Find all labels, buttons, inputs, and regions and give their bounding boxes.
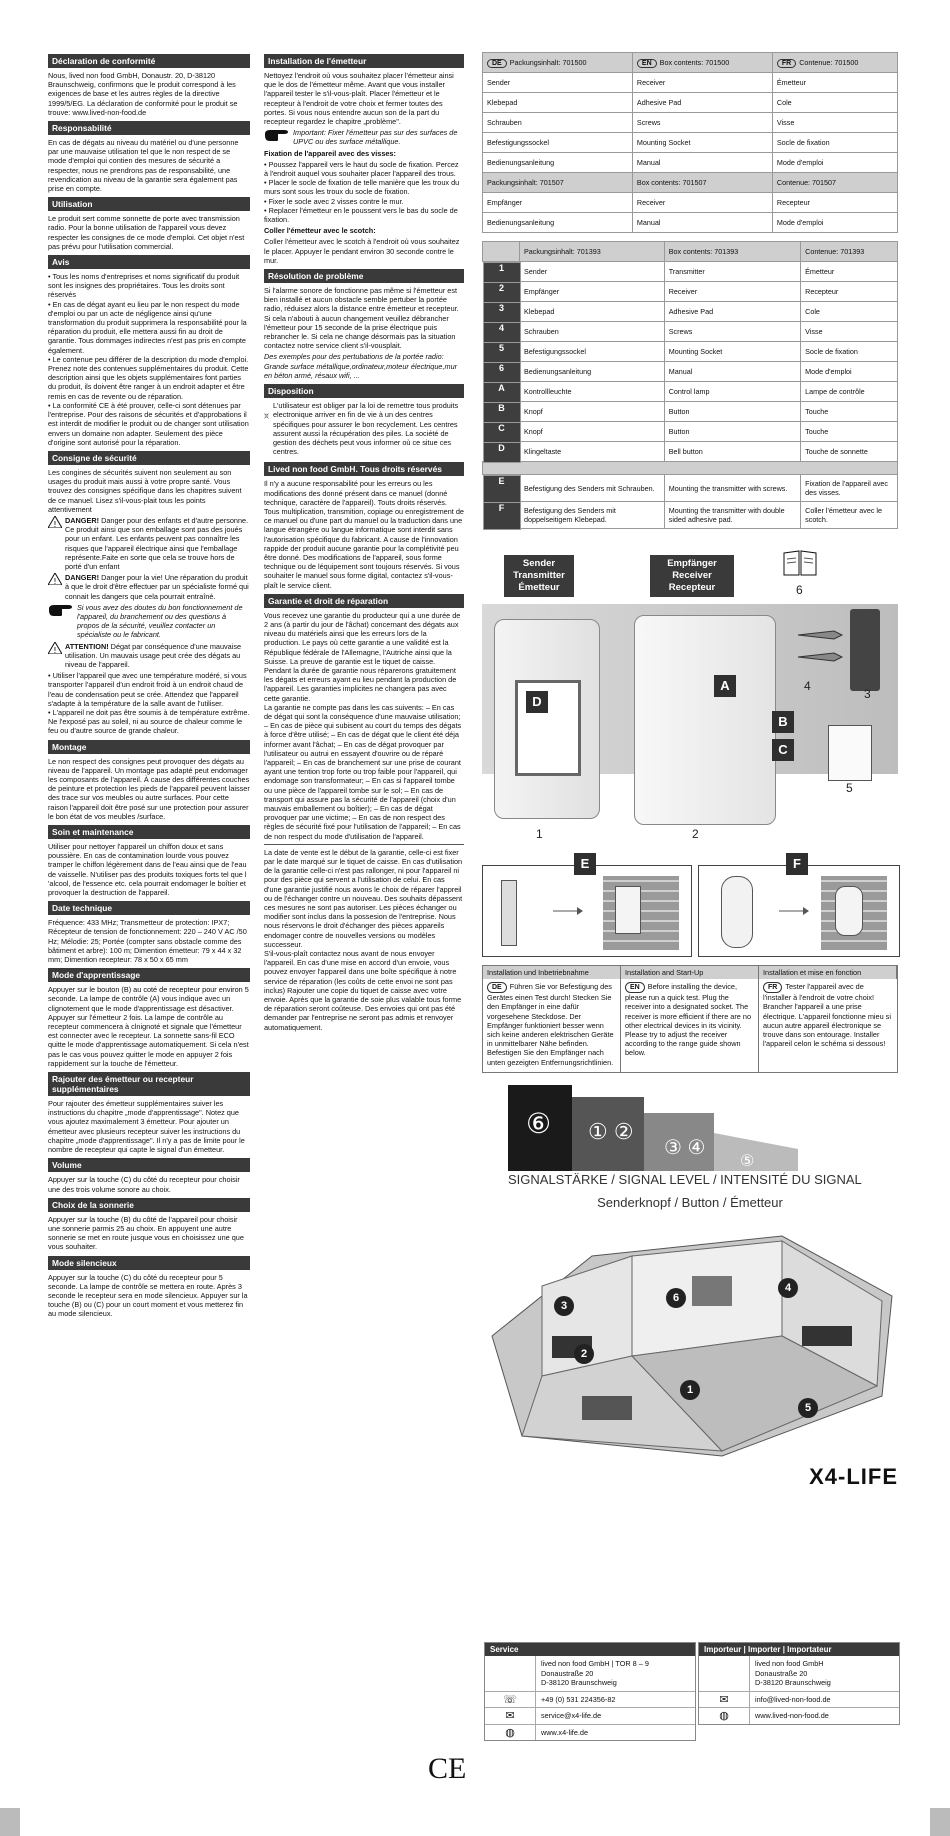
- note-block: [48, 603, 250, 642]
- section-title: Lived non food GmbH. Tous droits réservés: [264, 462, 464, 476]
- column-middle: [264, 50, 464, 1034]
- mounting-illustrations: [482, 853, 898, 957]
- row-number: C: [483, 422, 521, 443]
- signal-subtitle: Senderknopf / Button / Émetteur: [597, 1194, 783, 1210]
- table-cell: Receiver: [632, 73, 772, 93]
- row-number: 3: [483, 302, 521, 323]
- row-number: A: [483, 382, 521, 403]
- table-row: [483, 73, 898, 93]
- service-website[interactable]: www.x4-life.de: [541, 1727, 589, 1737]
- section-body: Fréquence: 433 MHz; Transmetteur de protection: IPX7; Récepteur de tension de fonctionnement: 220 – 240 V AC /50 Hz; Mélodie: 25; Portée (compter sans obstacle comme des bâtiment et arbre): 100 m; Dimention émetteur: 79 x 44 x 32 mm; Dimention recepteur: 78 x 50 x 65 mm: [48, 918, 247, 965]
- section-col1b-7: [48, 1256, 250, 1319]
- ce-mark: CE: [428, 1752, 467, 1785]
- section-title: Résolution de problème: [264, 269, 464, 283]
- signal-level-3-4: ③ ④: [664, 1136, 706, 1159]
- table-row: [483, 362, 898, 382]
- table-cell: Kontrollleuchte: [520, 382, 665, 402]
- part-number-4: 4: [804, 679, 811, 693]
- email-icon: ✉: [505, 1710, 515, 1723]
- table-cell: Mounting Socket: [632, 133, 772, 153]
- table-cell: Mounting the transmitter with double sided adhesive pad.: [664, 502, 800, 529]
- signal-level-1-2: ① ②: [588, 1118, 634, 1144]
- importeur-email[interactable]: info@lived-non-food.de: [755, 1694, 831, 1704]
- table-cell: Klebepad: [483, 93, 633, 113]
- table-row: [483, 475, 898, 502]
- table-cell: Befestigung des Senders mit Schrauben.: [520, 475, 665, 502]
- contents-table-701393: [482, 241, 898, 529]
- receiver-heading: Empfänger Receiver Recepteur: [650, 555, 734, 597]
- screws-icon: [794, 623, 850, 673]
- house-marker-1: 1: [680, 1380, 700, 1400]
- table-cell: Fixation de l'appareil avec des visses.: [801, 475, 898, 502]
- table-cell: Screws: [664, 322, 800, 342]
- section-body: Le produit sert comme sonnette de porte avec transmission radio. Pour la bonne utilisation de l'appareil vous devez respecter les consignes de ce mode d'emploi. Cet objet n'est pas prévu pour l'utilisation commercial.: [48, 214, 245, 251]
- label-F: F: [786, 853, 808, 875]
- service-box: [484, 1642, 696, 1741]
- table-cell: Mode d'emploi: [772, 153, 897, 173]
- section-body: Si l'alarme sonore de fonctionne pas même si l'émetteur est bien installé et aucun obstacle semble pertuber la portée radio, réduisez alors la distance entre émetteur et recepteur. Si cela n'abouti à aucun changement veuillez débrancher l'émetteur pour 15 seconde de la prise électrique puis rebrancher le. Si cela ne change désormais pas la situation contactez notre service client s'il-vousplait.: [264, 286, 459, 351]
- transmitter-device: [494, 619, 600, 819]
- section-installation: [264, 54, 464, 265]
- warning-triangle-icon: [48, 516, 62, 528]
- table-cell: Socle de fixation: [801, 342, 898, 362]
- section-body: Appuyer sur la touche (B) du côté de l'appareil pour choisir une sonnerie parmis 25 au choix. En appuyent une autre sonnerie se met en route jusque vous en choisissez une que vous souhaiter.: [48, 1214, 244, 1252]
- signal-level-graphic: [482, 1079, 898, 1189]
- table-cell: Schrauben: [483, 113, 633, 133]
- lang-badge: EN: [637, 59, 657, 68]
- table-subheader-row: Packungsinhalt: 701507 Box contents: 701507 Contenue: 701507: [483, 173, 898, 193]
- table-cell: FR Contenue: 701500: [772, 53, 897, 73]
- section-body: Nous, lived non food GmbH, Donaustr. 20, D-38120 Braunschweig, confirmons que le produit correspond à les exigences de base et les autres règles de la directive 1999/5/EG. La déclaration de conformité pour le produit se trouve: www.lived-non-food.de: [48, 71, 238, 117]
- row-number: B: [483, 402, 521, 423]
- table-cell: Adhesive Pad: [664, 302, 800, 322]
- section-body: Pour rajouter des émetteur supplémentaires suiver les instructions du chapitre „mode d'apprentissage". Notez que vous ajoutez maximalement 3 émetteur. Pour ajouter un émetteur avec plusieurs recepteur suiver les instructions du chapitre „mode d'apprentissage". Il n'y a pas de limite pour le nombre de recepteur qui capte le signal d'un émetteur.: [48, 1099, 245, 1155]
- arrow-right-icon: [553, 906, 583, 916]
- svg-text:!: !: [53, 577, 57, 586]
- lang-badge: DE: [487, 982, 507, 993]
- table-row: [483, 322, 898, 342]
- service-address: lived non food GmbH | TOR 8 – 9 Donaustraße 20 D-38120 Braunschweig: [541, 1659, 649, 1687]
- page-edge-mark-right: [930, 1808, 950, 1836]
- table-row: [483, 282, 898, 302]
- table-cell: Émetteur: [801, 262, 898, 282]
- service-title: Service: [485, 1643, 695, 1656]
- section-securite: [48, 451, 250, 736]
- label-E: E: [574, 853, 596, 875]
- sender-heading: Sender Transmitter Émetteur: [504, 555, 574, 597]
- table-cell: Recepteur: [772, 193, 897, 213]
- table-cell: Cole: [772, 93, 897, 113]
- section-body: • Tous les noms d'entreprises et noms significatif du produit sont les insignes des propriétaires. Tous les droits sont réservés • En cas de dégat ayant eu lieu par le non respect du mode d'emploi ou par un acte de négligence ainsi qu'une transformation du produit supprimera la responsabilité pour la réparation du produit, elle mettera aussi fin au droit de garantie. Tous dommages indirectes n'est pas pris en compte également. • Le contenue peu différer de la description du mode d'emploi. Prenez note des contenues supplémentaires du produit. Cette description ainsi que les objets supplémentaires font parties du produit, ils doivent être ranger à un endroit adapter et être remis en cas de revente ou de réparation. • La conformité CE à été prouver, celle-ci sont détenues par l'entreprise. Pour des raisons de sécurités et d'approbations il est interdit de modifier le produit ou de changer sont utilisation envers un domaine non adapter. Seulement des pièce d'origine sont autorisé pour la réparation.: [48, 272, 249, 447]
- part-number-5: 5: [846, 781, 853, 795]
- section-droits: [264, 462, 464, 589]
- section-title: Garantie et droit de réparation: [264, 594, 464, 608]
- house-illustration: [482, 1216, 898, 1460]
- table-cell: Receiver: [664, 282, 800, 302]
- table-cell: Transmitter: [664, 262, 800, 282]
- house-marker-6: 6: [666, 1288, 686, 1308]
- globe-icon: ◍: [719, 1710, 729, 1723]
- contents-table-701500: [482, 52, 898, 233]
- section-title: Utilisation: [48, 197, 250, 211]
- table-cell: Socle de fixation: [772, 133, 897, 153]
- section-body: Les congines de sécurités suivent non seulement au son usages du produit mais aussi à votre propre santé. Vous trouvez des consignes spécifique dans les chapitres suivent de ce manuel. Lisez s'il-vous-plait tous les points attentivement: [48, 467, 242, 514]
- warning-triangle-icon: [48, 573, 62, 585]
- table-cell: Visse: [772, 113, 897, 133]
- table-cell: Befestigung des Senders mit doppelseitigem Klebepad.: [520, 502, 665, 529]
- section-body: • Poussez l'appareil vers le haut du socle de fixation. Percez à l'endroit auquel vous souhaiter placer l'appareil des trous. • Placer le socle de fixation de telle manière que les troux du murs sont sous les troux du socle de fixation. • Fixer le socle avec 2 visses contre le mur. • Replacer l'émetteur en le poussent vers le bas du socle de fixation.: [264, 159, 460, 225]
- house-marker-4: 4: [778, 1278, 798, 1298]
- section-title: Volume: [48, 1158, 250, 1172]
- pointing-hand-icon: [48, 603, 74, 617]
- section-col1-2: [48, 197, 250, 251]
- row-number: 1: [483, 262, 521, 283]
- label-B: B: [772, 711, 794, 733]
- table-cell: Klingeltaste: [520, 442, 665, 462]
- section-col1b-2: [48, 901, 250, 964]
- column-right: [482, 52, 898, 1490]
- table-cell: Mounting Socket: [664, 342, 800, 362]
- table-row: [483, 502, 898, 529]
- label-D: D: [526, 691, 548, 713]
- label-C: C: [772, 739, 794, 761]
- table-row: [483, 402, 898, 422]
- table-cell: Empfänger: [483, 193, 633, 213]
- globe-icon: ◍: [505, 1726, 515, 1739]
- section-body: L'utilisateur est obliger par la loi de remettre tous produits electronique arriver en fin de vie à un des centres spécifiques pour assurer le bon recyclement. Les centres assurent aussi la récupération des piles. La société de gestion des déchets peut vous informer où ce situe ces centres.: [272, 401, 459, 457]
- part-number-2: 2: [692, 827, 699, 841]
- table-row: [483, 442, 898, 462]
- importeur-address: lived non food GmbH Donaustraße 20 D-38120 Braunschweig: [755, 1659, 831, 1687]
- table-cell: Visse: [801, 322, 898, 342]
- important-note: [264, 128, 464, 148]
- page-edge-mark-left: [0, 1808, 20, 1836]
- table-cell: Befestigungssockel: [520, 342, 665, 362]
- house-marker-3: 3: [554, 1296, 574, 1316]
- phone-icon: ☏: [503, 1693, 517, 1706]
- table-row: [483, 133, 898, 153]
- danger-text: Danger pour des enfants et d'autre personne. Ce produit ainsi que son emballage sont pas des joués pour un enfant. Les enfants peuvent pas connaître les risques que l'appareil électrique ainsi que l'emballage représente.Faite en sorte que cela se trouve hors de porté d'un enfant: [65, 515, 249, 571]
- table-cell: Manual: [632, 213, 772, 233]
- section-body: Vous recevez une garantie du producteur qui a une durée de 2 ans (à partir du jour de l'âchat) concernant des dégats aux niveau du matériels ainsi que les erreurs lors de la production. Le pays où cette garantie a une validité est la République fédérale de l'Allemagne, l'Autriche ainsi que la Suisse. La preuve de garantie est le tiquet de caisse. Pendant la durée de garantie nous réparerons gratuitement les dégats et erreurs ayant eu lieu pendant la production de l'appareil. Les garanties implicites ne changera pas avec cette garantie. La garantie ne compte pas dans les cas suivents: – En cas de dégat qui sont la conséquence d'une mauvaise utilisation; – En cas de pièce qui subisent au court du temps des dégats à force d'être utilisé; – En cas de dégat que le client été déja informer avant l'âchat; – En cas de dégat provoquer par l'utilisateur ou autrui en essayent d'ouvrire ou de réparé l'appareil; – En cas de branchement sur une prise de courant ayant une tention trop forte ou trop faible pour l'appareil, qui endomage son transformateur; – En cas si l'appareil tombe ou une pièce de l'appareil tombe sur le sol; – En cas de transport qui assure pas la sécurité de l'appareil (choix d'un mauvais emballement ou boîtier); – En cas de dégat provoquer par une victime; – En cas de non respect des règles de sécurité fixé pour l'utilisation de l'appareil; – En cas de non respect du mode d'utilisation de l'appareil.: [264, 610, 462, 841]
- attention-label: ATTENTION!: [65, 641, 109, 651]
- table-cell: Manual: [632, 153, 772, 173]
- house-marker-2: 2: [574, 1344, 594, 1364]
- section-col1b-5: [48, 1158, 250, 1193]
- table-cell: Klebepad: [520, 302, 665, 322]
- house-marker-5: 5: [798, 1398, 818, 1418]
- label-A: A: [714, 675, 736, 697]
- danger-label: DANGER!: [65, 573, 100, 583]
- row-number: D: [483, 442, 521, 463]
- table-row: [483, 302, 898, 322]
- section-body: Il n'y a aucune responsabilité pour les erreurs ou les modifications des donné présent dans ce manuel (donné technique, caractère de l'appareil). Touts droits réservés. Tous multiplication, transmition, copiage ou enregistrement de ce manuel ou d'une part du manuel ou la traduction dans une langue étrangère ou langue informatique sont interdit sans l'autorisation spécifique du fabricant. A cause de l'innovation rappide der produit aucune garantie pour la complétivité peu être donné. Des modifications de l'appareil, sous forme technique ou de léquipement sont toujours réservés. Si vous souhaiter le manuel sous forme digital, contactez s'il-vous-plaît le service client.: [264, 479, 464, 590]
- section-title: Date technique: [48, 901, 250, 915]
- table-cell: Coller l'émetteur avec le scotch.: [801, 502, 898, 529]
- row-number: E: [483, 475, 521, 503]
- section-probleme: [264, 269, 464, 380]
- table-cell: Button: [664, 422, 800, 442]
- section-col1-0: [48, 54, 250, 117]
- table-cell: Lampe de contrôle: [801, 382, 898, 402]
- crossed-bin-icon: [264, 401, 269, 431]
- table-cell: Touche de sonnette: [801, 442, 898, 462]
- section-body: Nettoyez l'endroit où vous souhaitez placer l'émetteur ainsi que le dos de l'émetteur même. Avant que vous installer l'appareil tester le s'il-vous-plaît. Placer l'émetteur et le recepteur à l'endroit de votre choix et fermer toutes des portes. Si vous nous entendre aucun son de la part du recepteur regardez le chapitre „problème".: [264, 71, 454, 127]
- table-cell: Button: [664, 402, 800, 422]
- section-col1b-1: [48, 825, 250, 897]
- lang-badge: FR: [777, 59, 796, 68]
- section-title: Déclaration de conformité: [48, 54, 250, 68]
- table-row: [483, 153, 898, 173]
- table-cell: Touche: [801, 402, 898, 422]
- subheading: Fixation de l'appareil avec des visses:: [264, 148, 396, 158]
- row-number: 6: [483, 362, 521, 383]
- section-title: Rajouter des émetteur ou recepteur supplémentaires: [48, 1072, 250, 1096]
- mounting-socket-shape: [850, 609, 880, 691]
- receiver-device: [634, 615, 776, 825]
- table-row: [483, 422, 898, 442]
- danger-text: Danger pour la vie! Une réparation du produit à que le droit d'être effectuer par un spécialiste formé qui connait les dangers que cela pourrait entraîné.: [65, 573, 249, 601]
- row-number: 5: [483, 342, 521, 363]
- subheading: Coller l'émetteur avec le scotch:: [264, 226, 376, 236]
- arrow-right-icon: [779, 906, 809, 916]
- table-cell: Screws: [632, 113, 772, 133]
- danger-warning-2: [48, 573, 250, 603]
- signal-level-6: ⑥: [526, 1107, 552, 1139]
- section-body: En cas de dégats au niveau du matériel ou d'une personne par une mauvaise utilisation tel que le non respect de se mode d'emploi qui contien des mesures de sécurité a respecter, nous ne prendrons pas de responsabilité, une revendication au niveau de la garantie sera également pas prise en compte.: [48, 138, 239, 194]
- section-title: Mode d'apprentissage: [48, 968, 250, 982]
- signal-title: SIGNALSTÄRKE / SIGNAL LEVEL / INTENSITÉ DU SIGNAL: [508, 1171, 862, 1187]
- installation-steps: Installation und Inbetriebnahme Installation and Start-Up Installation et mise en fonction DE Führen Sie vor Befestigung des Gerätes einen Test durch! Stecken Sie den Empfänger in eine dafür vorgesehene Steckdose. Der Empfänger funktioniert besser wenn sich keine anderen elektrischen Geräte in unmittelbarer Nähe befinden. Befestigen Sie den Empfänger nach unten gezeigten Entfernungsrichtlinien. EN Before installing the device, please run a quick test. Plug the receiver into a designated socket. The receiver is more efficient if there are no other electrical devices in its vicinity. Please try to adjust the receiver according to the range guide shown below. FR Tester l'appareil avec de l'installer à l'endroit de votre choix! Brancher l'appareil a une prise électrique. L'appareil fonctionne mieu si aucun autre appareil électronique se trouve dans son entourage. Installer l'appareil celon le schéma si dessous!: [482, 965, 898, 1073]
- mounting-adhesive-figure: [698, 865, 900, 957]
- section-body: La date de vente est le début de la garantie, celle-ci est fixer par le date marqué sur le tiquet de caisse. En cas d'utilisation de la garantie celle-ci n'est pas rallonger, ni pour l'appareil ni pour des pièce qui servent a l'utilisation de celui. En cas d'une garantie justifié nous avons le choix de réparer l'appreil ou de l'échanger contre un nouveau. Des souhaits dépassent ces mesures ne sont pas autoriser. Les pièces échanger ou modifier sont inclus dans la possesion de l'entreprise. Nous nous réservons le droit d'échanger des pièces appareils endomager contre de nouvelles versions ou modèles successeur. S'il-vous-plaît contactez nous avant de nous envoyer l'appareil. En cas d'une mise en accord d'un envoie, vous pouvez envoyer l'appareil dans une boîte spécifique à notre service de réparation (les coûts de cette envoi ne sont pas inclus) Rajouter une copie du tiquet de caisse avec votre envoie. Après que la garantie de soie plus valable tous forme de réparation seront coûteuse. Des envoies qui ont pas été demander par l'entreprise ne seront pas admis et renvoyer automatiquement.: [264, 847, 463, 1032]
- section-col1-1: [48, 121, 250, 193]
- part-number-6: 6: [796, 583, 803, 597]
- lang-badge: DE: [487, 59, 507, 68]
- table-cell: Bedienungsanleitung: [483, 153, 633, 173]
- brand-logo: X4-LIFE: [809, 1463, 898, 1489]
- section-body: Appuyer sur la touche (C) du côté du recepteur pour 5 seconde. La lampe de contrôle se mettera en route. Après 3 seconde le recepteur sera en mode silencieux. Appuyer sur la touche (B) ou (C) pour un court moment et vous metterez fin au mode silencieux.: [48, 1272, 248, 1319]
- importeur-title: Importeur | Importer | Importateur: [699, 1643, 899, 1656]
- section-body: Appuyer sur le bouton (B) au coté de recepteur pour environ 5 seconde. La lampe de contrôle (A) vous indique avec un clignotement que le mode d'apprentissage est désactiver. Appuyer sur l'émetteur 2 fois. La lampe de contrôle au recepteur commencera à clnignoté et signale que l'émetteur est connecter avec le recepteur. La sonnette sans-fil ECO quitte le mode d'apprentissage automatiquement. Si cela n'est pas le cas vous pouvez quitter le mode en appuyer 2 fois rappidement sur la touche de l'émetteur.: [48, 985, 249, 1068]
- column-left: [48, 50, 250, 1321]
- section-col1b-0: [48, 740, 250, 821]
- table-row: [483, 113, 898, 133]
- table-row: [483, 382, 898, 402]
- importeur-website[interactable]: www.lived-non-food.de: [755, 1711, 829, 1720]
- table-row: [483, 93, 898, 113]
- product-diagram: [482, 549, 898, 845]
- table-cell: Mode d'emploi: [772, 213, 897, 233]
- table-cell: Receiver: [632, 193, 772, 213]
- service-phone: +49 (0) 531 224356-82: [541, 1694, 616, 1704]
- attention-text: Dégat par conséquence d'une mauvaise utilisation. Un mauvais usage peut crée des dégats au niveau de l'appareil.: [65, 641, 242, 669]
- table-cell: Schrauben: [520, 322, 665, 342]
- table-cell: Mounting the transmitter with screws.: [664, 475, 800, 502]
- manual-book-icon: [782, 549, 818, 577]
- part-number-1: 1: [536, 827, 543, 841]
- part-number-3: 3: [864, 687, 871, 701]
- section-title: Montage: [48, 740, 250, 754]
- house-floorplan: [482, 1216, 898, 1460]
- danger-warning-1: [48, 516, 250, 573]
- section-body: • Utiliser l'appareil que avec une température modéré, si vous transporter l'appareil d'un endroit froid à un endroit chaud de l'eau de condensation peut se crée. Attendez que l'appareil s'adapte à la température de la salle avant de l'utiliser. • L'appareil ne doit pas être soumis à de température extrême. Ne l'exposé pas au soleil, ni au source de chaleur comme le feu ou d'autre source de grande chaleur.: [48, 671, 250, 736]
- attention-warning: [48, 642, 250, 672]
- table-cell: Recepteur: [801, 282, 898, 302]
- email-icon: ✉: [719, 1693, 729, 1706]
- table-cell: Knopf: [520, 402, 665, 422]
- table-cell: Touche: [801, 422, 898, 442]
- row-number: F: [483, 502, 521, 530]
- table-row: [483, 193, 898, 213]
- svg-text:!: !: [53, 645, 57, 654]
- warning-triangle-icon: [48, 642, 62, 654]
- row-number: 2: [483, 282, 521, 303]
- section-col1b-4: [48, 1072, 250, 1154]
- svg-text:!: !: [53, 519, 57, 528]
- section-col1b-3: [48, 968, 250, 1068]
- lang-badge: FR: [763, 982, 782, 993]
- adhesive-pad-shape: [828, 725, 872, 781]
- table-cell: Empfänger: [520, 282, 665, 302]
- section-title: Avis: [48, 255, 250, 269]
- table-cell: Adhesive Pad: [632, 93, 772, 113]
- table-cell: Knopf: [520, 422, 665, 442]
- table-row: [483, 342, 898, 362]
- section-title: Installation de l'émetteur: [264, 54, 464, 68]
- section-title: Mode silencieux: [48, 1256, 250, 1270]
- table-cell: Manual: [664, 362, 800, 382]
- section-title: Choix de la sonnerie: [48, 1198, 250, 1212]
- table-cell: Control lamp: [664, 382, 800, 402]
- table-cell: Bell button: [664, 442, 800, 462]
- table-cell: Mode d'emploi: [801, 362, 898, 382]
- table-cell: Sender: [483, 73, 633, 93]
- section-title: Consigne de sécurité: [48, 451, 250, 465]
- table-cell: Cole: [801, 302, 898, 322]
- signal-level-5: ⑤: [740, 1152, 755, 1170]
- section-title: Responsabilité: [48, 121, 250, 135]
- table-cell: EN Box contents: 701500: [632, 53, 772, 73]
- section-body: Le non respect des consignes peut provoquer des dégats au niveau de l'appareil. Un montage pas adapté peut endomager les composants de l'appareil. À cause des différentes couches de peinture et protection les pieds de l'appareil peuvent laisser des trace sur vos meubles ou autre surfaces. Pour cette raison l'appareil doit être posé sur une protection pour assurer le bon état de vos meubles /surface.: [48, 756, 250, 821]
- section-body: Appuyer sur la touche (C) du côté du recepteur pour choisir une des trois volume sonore au choix.: [48, 1175, 240, 1194]
- table-cell: Bedienungsanleitung: [520, 362, 665, 382]
- table-cell: DE Packungsinhalt: 701500: [483, 53, 633, 73]
- table-header-row: [483, 53, 898, 73]
- table-cell: Sender: [520, 262, 665, 282]
- section-body: Utiliser pour nettoyer l'appareil un chiffon doux et sans poussière. En cas de contamination lourde vous pouvez tramper le chiffon légèrement dans de l'eau ainsi que de l'eau de vaisselle. N'utiliser pas des produits toxiques forts tel que l 'alcool, de l'essence etc. cela pourrait endomager le boîtier et provoquer la destruction de l'appareil.: [48, 842, 247, 898]
- table-cell: Émetteur: [772, 73, 897, 93]
- section-title: Soin et maintenance: [48, 825, 250, 839]
- mounting-screws-figure: [482, 865, 692, 957]
- section-garantie: [264, 594, 464, 1032]
- importeur-box: [698, 1642, 900, 1725]
- section-disposition: [264, 384, 464, 458]
- table-cell: Befestigungssockel: [483, 133, 633, 153]
- table-header-row: Packungsinhalt: 701393 Box contents: 701393 Contenue: 701393: [483, 242, 898, 262]
- section-title: Disposition: [264, 384, 464, 398]
- danger-label: DANGER!: [65, 515, 100, 525]
- section-col1b-6: [48, 1198, 250, 1252]
- table-row: [483, 213, 898, 233]
- lang-badge: EN: [625, 982, 645, 993]
- section-body: Coller l'émetteur avec le scotch à l'endroit où vous souhaitez le placer. Appuyer le pendant environ 30 seconde contre le mur.: [264, 237, 460, 265]
- table-cell: Bedienungsanleitung: [483, 213, 633, 233]
- row-number: 4: [483, 322, 521, 343]
- section-col1-3: [48, 255, 250, 447]
- important-text: Important: Fixer l'émetteur pas sur des surfaces de UPVC ou des surface métallique.: [293, 128, 458, 147]
- table-row: [483, 262, 898, 282]
- service-email[interactable]: service@x4-life.de: [541, 1711, 602, 1720]
- section-body-italic: Des exemples pour des pertubations de la portée radio: Grande surface métallique,ordinateur,moteur électrique,mur en béton armé, résaux wifi, ...: [264, 352, 458, 380]
- pointing-hand-icon: [264, 128, 290, 142]
- note-text: Si vous avez des doutes du bon fonctionnement de l'appareil, du branchement ou des questions à propos de la sécurité, veuillez contacter un spécialiste ou le fabricant.: [77, 602, 243, 640]
